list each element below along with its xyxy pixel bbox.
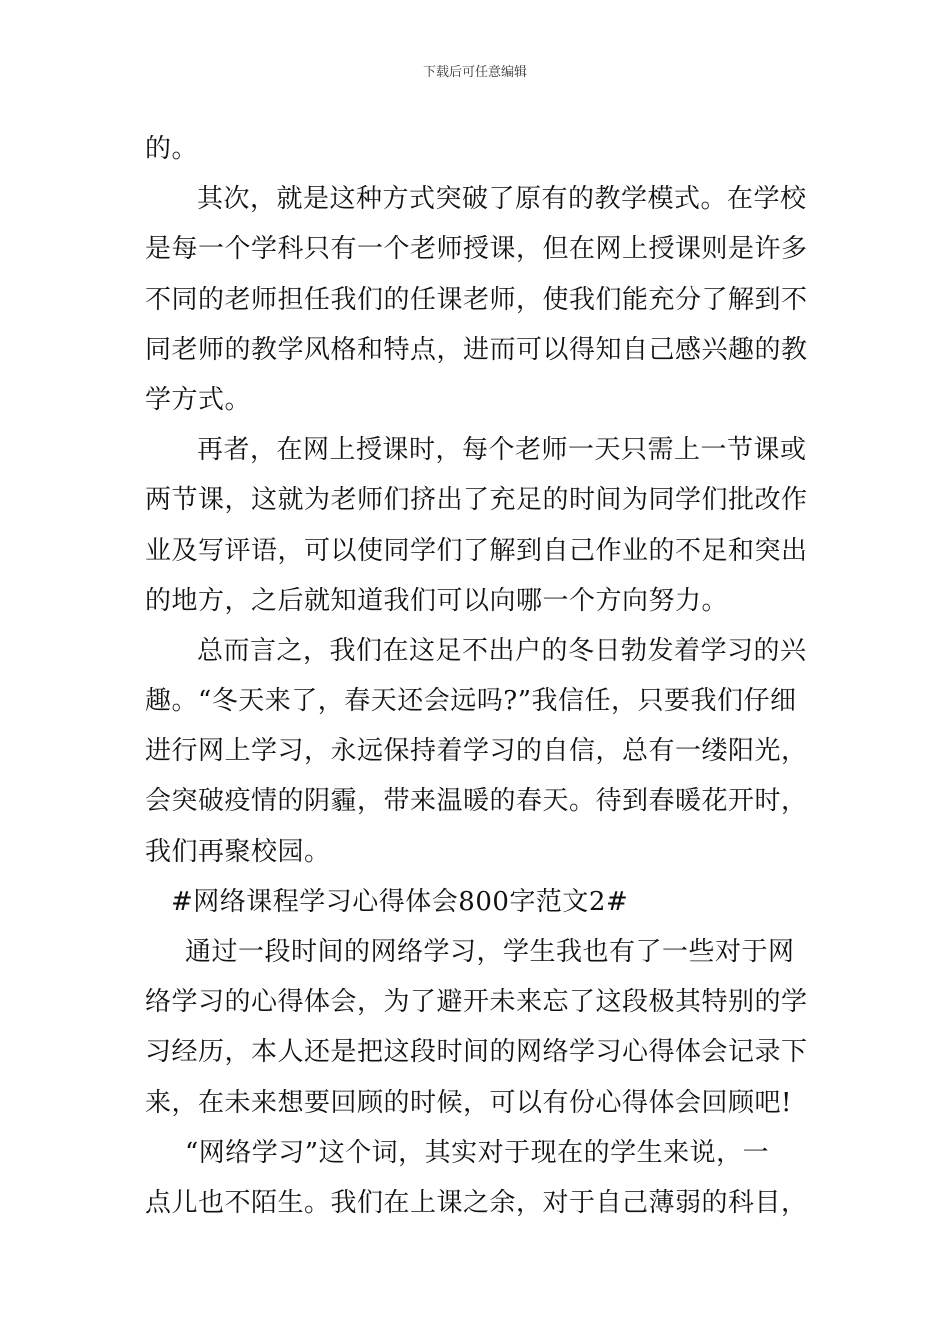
text-line: 来，在未来想要回顾的时候，可以有份心得体会回顾吧! xyxy=(145,1087,792,1118)
paragraph-start-line: 再者，在网上授课时，每个老师一天只需上一节课或 xyxy=(197,435,807,466)
paragraph-start-line: “网络学习”这个词，其实对于现在的学生来说，一 xyxy=(185,1137,770,1168)
text-line: 不同的老师担任我们的任课老师，使我们能充分了解到不 xyxy=(145,284,808,315)
text-line: 同老师的教学风格和特点，进而可以得知自己感兴趣的教 xyxy=(145,334,808,365)
section-heading: #网络课程学习心得体会800字范文2# xyxy=(171,886,629,917)
document-body xyxy=(145,124,809,1228)
paragraph-start-line: 其次，就是这种方式突破了原有的教学模式。在学校 xyxy=(197,184,807,215)
paragraph-start-line: 通过一段时间的网络学习，学生我也有了一些对于网 xyxy=(185,937,795,967)
text-line: 业及写评语，可以使同学们了解到自己作业的不足和突出 xyxy=(145,535,808,566)
text-line: 的。 xyxy=(145,134,199,164)
text-line: 络学习的心得体会，为了避开未来忘了这段极其特别的学 xyxy=(145,987,808,1018)
page-header: 下载后可任意编辑 xyxy=(422,65,527,80)
text-line: 两节课，这就为老师们挤出了充足的时间为同学们批改作 xyxy=(145,485,808,516)
text-line: 会突破疫情的阴霾，带来温暖的春天。待到春暖花开时， xyxy=(145,786,808,817)
paragraph-start-line: 总而言之，我们在这足不出户的冬日勃发着学习的兴 xyxy=(197,635,807,666)
text-line: 是每一个学科只有一个老师授课，但在网上授课则是许多 xyxy=(145,234,808,265)
text-line: 学方式。 xyxy=(145,384,252,415)
text-line: 的地方，之后就知道我们可以向哪一个方向努力。 xyxy=(145,585,729,616)
text-line: 进行网上学习，永远保持着学习的自信，总有一缕阳光， xyxy=(145,736,808,767)
text-line: 点儿也不陌生。我们在上课之余，对于自己薄弱的科目， xyxy=(145,1187,808,1218)
text-line: 我们再聚校园。 xyxy=(145,836,331,867)
text-line: 习经历，本人还是把这段时间的网络学习心得体会记录下 xyxy=(145,1037,808,1068)
text-line: 趣。“冬天来了，春天还会远吗?”我信任，只要我们仔细 xyxy=(145,686,797,717)
